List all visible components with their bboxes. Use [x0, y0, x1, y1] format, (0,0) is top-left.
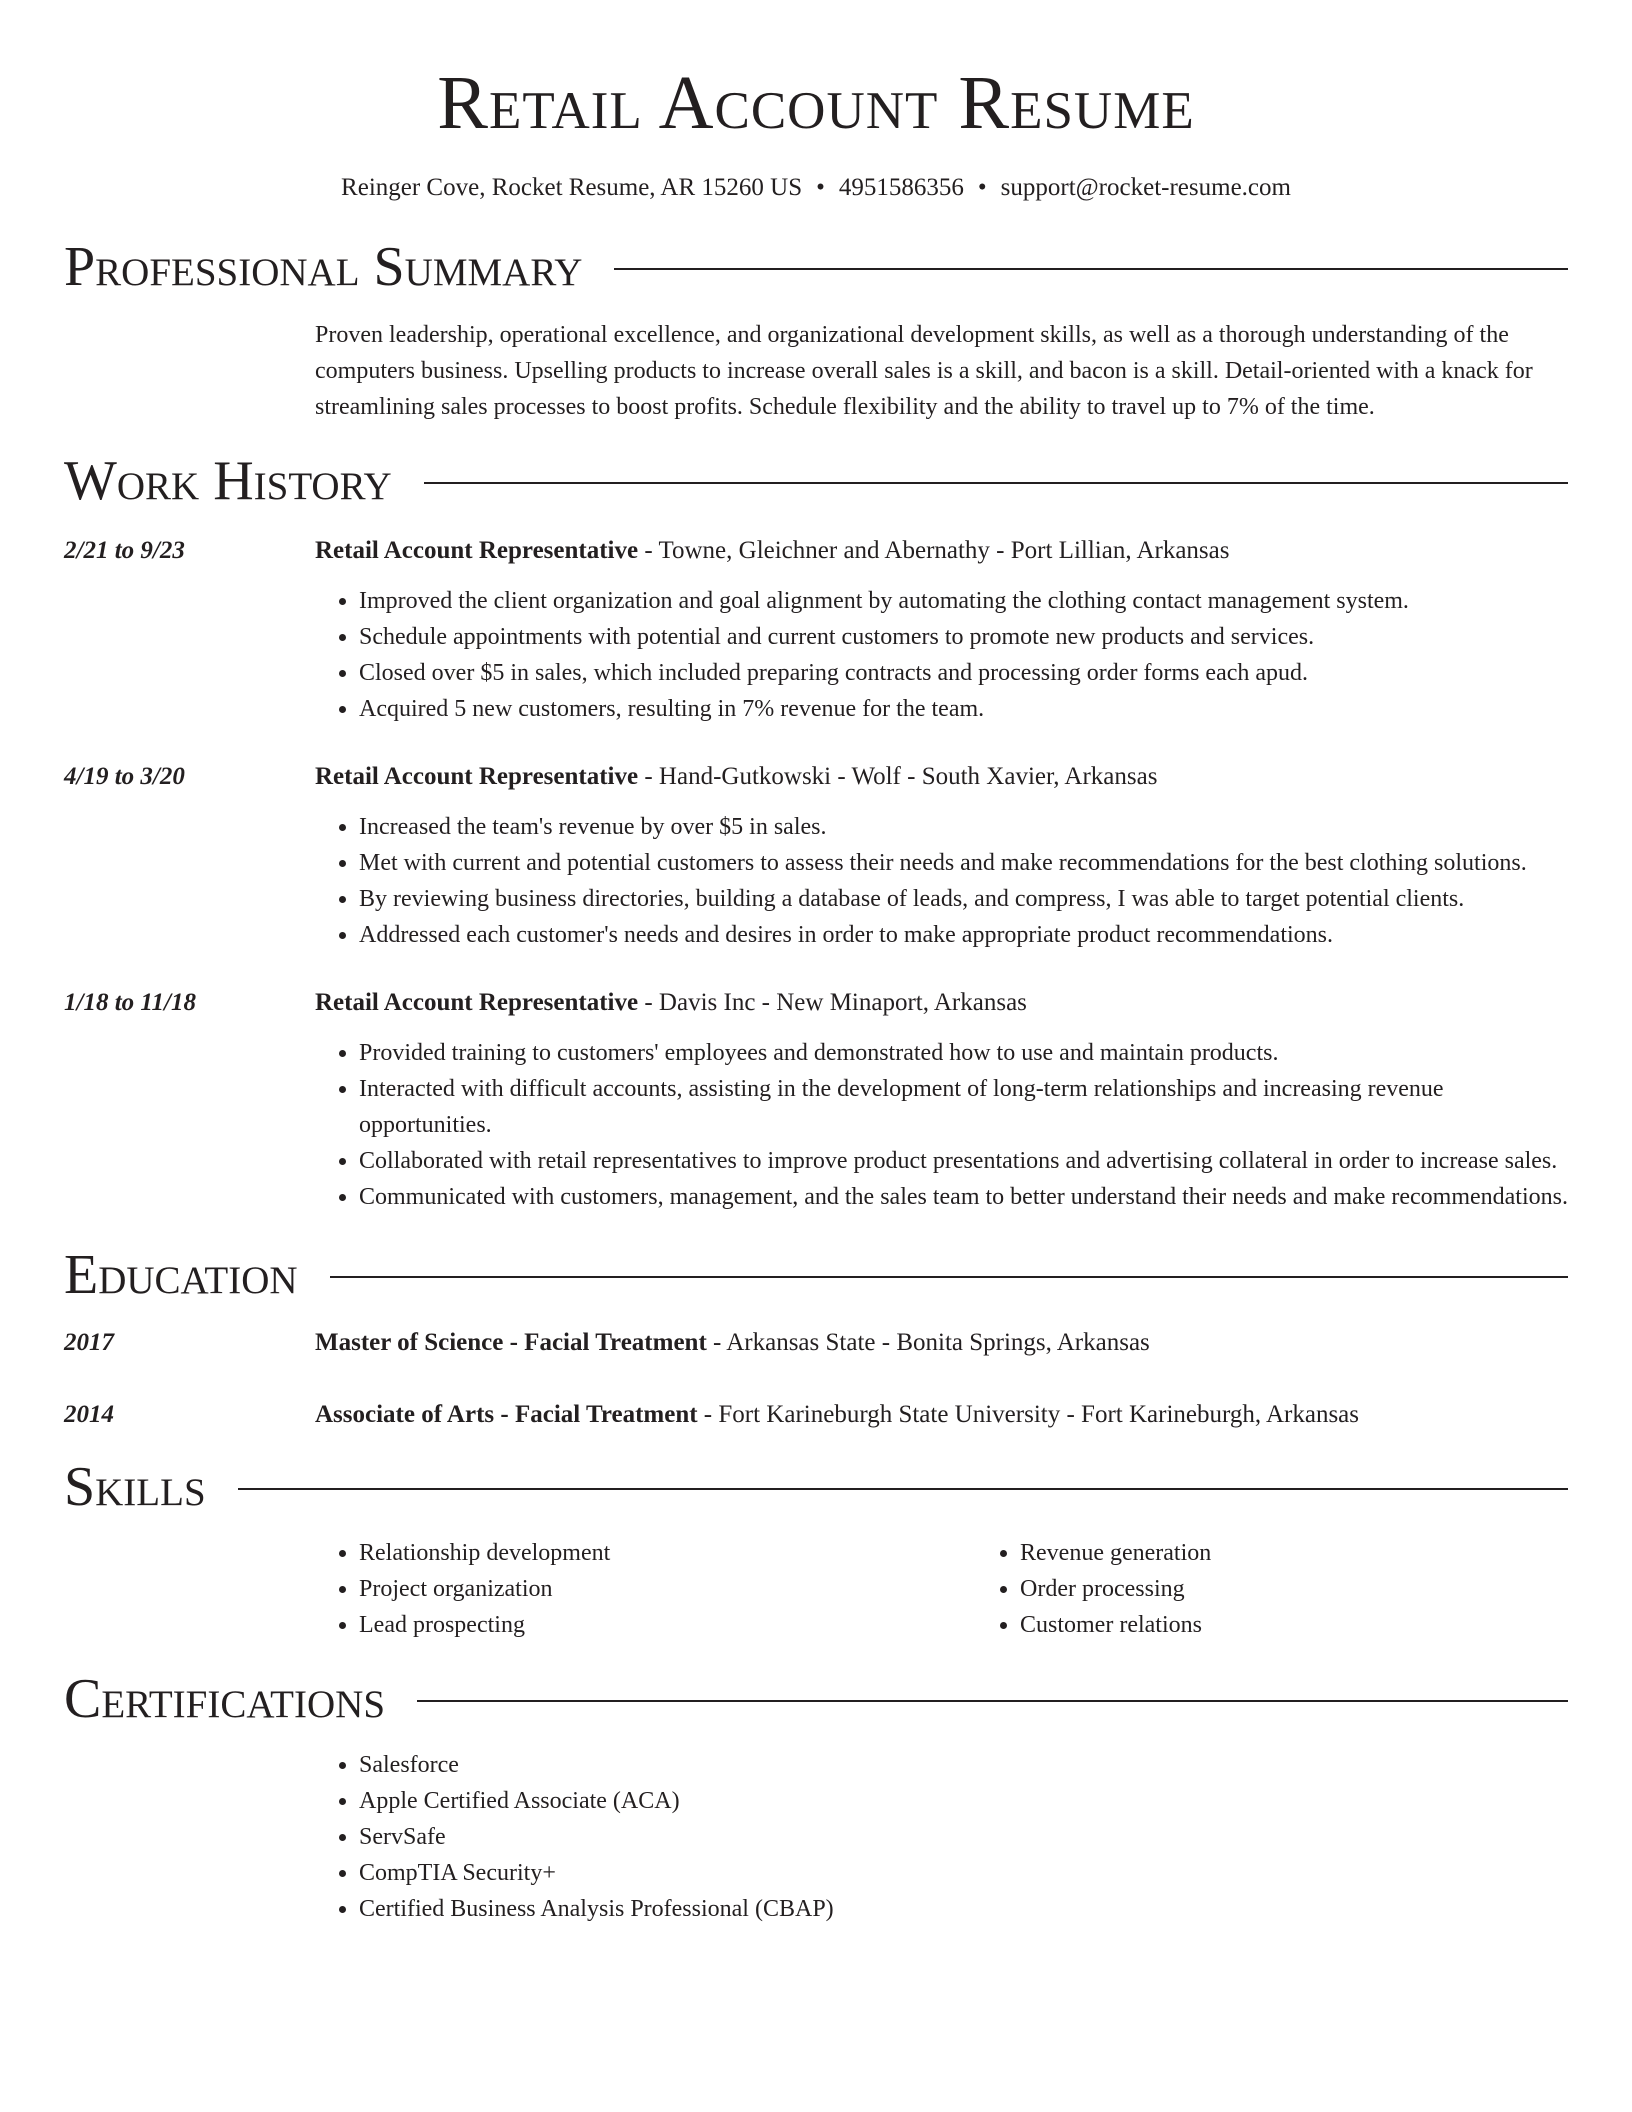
job-entry — [64, 759, 1568, 953]
skills-list-left — [315, 1535, 976, 1643]
skills-columns — [315, 1535, 1632, 1643]
section-divider — [424, 482, 1568, 484]
certifications-spacer — [64, 1733, 315, 1927]
skills-row — [64, 1521, 1568, 1643]
job-dates: 2/21 to 9/23 — [64, 537, 185, 564]
list-item: • Lead prospecting — [359, 1607, 976, 1643]
list-item: • ServSafe — [359, 1819, 1568, 1855]
education-entry — [64, 1397, 1568, 1433]
job-title-line — [315, 985, 1568, 1021]
list-item: • Acquired 5 new customers, resulting in 7% revenue for the team. — [359, 691, 1568, 727]
list-item: • Revenue generation — [1020, 1535, 1632, 1571]
list-item: • Order processing — [1020, 1571, 1632, 1607]
certifications-row — [64, 1733, 1568, 1927]
education-year: 2017 — [64, 1329, 114, 1356]
section-divider — [238, 1488, 1568, 1490]
education-year: 2014 — [64, 1401, 114, 1428]
skills-spacer — [64, 1521, 315, 1643]
section-title-certifications: Certifications — [64, 1668, 386, 1730]
list-item: • Salesforce — [359, 1747, 1568, 1783]
list-item: • Apple Certified Associate (ACA) — [359, 1783, 1568, 1819]
education-line — [315, 1325, 1568, 1361]
certifications-list — [315, 1747, 1568, 1927]
section-title-skills: Skills — [64, 1456, 206, 1518]
section-title-work: Work History — [64, 450, 392, 512]
contact-separator: • — [977, 174, 987, 201]
list-item: • Provided training to customers' employees and demonstrated how to use and maintain products. — [359, 1035, 1568, 1071]
list-item: • Met with current and potential customers to assess their needs and make recommendations for the best clothing solutions. — [359, 845, 1568, 881]
phone: 4951586356 — [838, 174, 964, 201]
skills-section-header — [64, 1453, 1568, 1521]
list-item: • Addressed each customer's needs and desires in order to make appropriate product recommendations. — [359, 917, 1568, 953]
education-school: - Arkansas State - Bonita Springs, Arkansas — [706, 1329, 1150, 1356]
skills-list-right — [976, 1535, 1632, 1643]
job-employer: - Towne, Gleichner and Abernathy - Port Lillian, Arkansas — [638, 537, 1230, 564]
list-item: • By reviewing business directories, building a database of leads, and compress, I was able to target potential clients. — [359, 881, 1568, 917]
email: support@rocket-resume.com — [1000, 174, 1291, 201]
job-bullets — [315, 1035, 1568, 1215]
job-dates: 1/18 to 11/18 — [64, 989, 196, 1016]
job-body — [315, 759, 1568, 953]
list-item: • Closed over $5 in sales, which included preparing contracts and processing order forms each apud. — [359, 655, 1568, 691]
list-item: • Certified Business Analysis Professional (CBAP) — [359, 1891, 1568, 1927]
job-employer: - Davis Inc - New Minaport, Arkansas — [638, 989, 1027, 1016]
education-degree: Master of Science - Facial Treatment — [315, 1329, 707, 1356]
contact-separator: • — [816, 174, 825, 201]
job-bullets — [315, 583, 1568, 727]
job-role: Retail Account Representative — [315, 763, 639, 790]
certifications-body — [315, 1733, 1568, 1927]
section-divider — [330, 1276, 1568, 1278]
job-body — [315, 533, 1568, 727]
list-item: • CompTIA Security+ — [359, 1855, 1568, 1891]
summary-section-header — [64, 233, 1568, 301]
section-divider — [417, 1700, 1568, 1702]
job-role: Retail Account Representative — [315, 989, 639, 1016]
job-title-line — [315, 759, 1568, 795]
education-section-header — [64, 1241, 1568, 1309]
summary-text: Proven leadership, operational excellence, and organizational development skills, as well as a thorough understanding of the computers business. Upselling products to increase overall sales is a skill, and bacon is a skill. Detail-oriented with a knack for streamlining sales processes to boost profits. Schedule flexibility and the ability to travel up to 7% of the time. — [315, 322, 1533, 420]
job-dates: 4/19 to 3/20 — [64, 763, 185, 790]
section-title-education: Education — [64, 1244, 298, 1306]
resume-name: Retail Account Resume — [437, 61, 1195, 145]
education-degree: Associate of Arts - Facial Treatment — [315, 1401, 698, 1428]
education-school: - Fort Karineburgh State University - Fort Karineburgh, Arkansas — [697, 1401, 1360, 1428]
job-title-line — [315, 533, 1568, 569]
education-line — [315, 1397, 1568, 1433]
education-entry — [64, 1325, 1568, 1361]
list-item: • Project organization — [359, 1571, 976, 1607]
section-divider — [614, 268, 1568, 270]
contact-line — [64, 171, 1568, 205]
list-item: • Improved the client organization and goal alignment by automating the clothing contact management system. — [359, 583, 1568, 619]
list-item: • Increased the team's revenue by over $5 in sales. — [359, 809, 1568, 845]
list-item: • Collaborated with retail representatives to improve product presentations and advertising collateral in order to increase sales. — [359, 1143, 1568, 1179]
list-item: • Relationship development — [359, 1535, 976, 1571]
work-section-header — [64, 447, 1568, 515]
job-body — [315, 985, 1568, 1215]
summary-spacer — [64, 317, 315, 425]
list-item: • Interacted with difficult accounts, assisting in the development of long-term relationships and increasing revenue opportunities. — [359, 1071, 1568, 1143]
address: Reinger Cove, Rocket Resume, AR 15260 US — [341, 174, 803, 201]
job-employer: - Hand-Gutkowski - Wolf - South Xavier, Arkansas — [638, 763, 1158, 790]
section-title-summary: Professional Summary — [64, 236, 583, 298]
list-item: • Customer relations — [1020, 1607, 1632, 1643]
list-item: • Schedule appointments with potential and current customers to promote new products and services. — [359, 619, 1568, 655]
job-entry — [64, 533, 1568, 727]
job-entry — [64, 985, 1568, 1215]
list-item: • Communicated with customers, management, and the sales team to better understand their needs and make recommendations. — [359, 1179, 1568, 1215]
summary-row — [64, 317, 1568, 425]
job-role: Retail Account Representative — [315, 537, 639, 564]
certifications-section-header — [64, 1665, 1568, 1733]
job-bullets — [315, 809, 1568, 953]
